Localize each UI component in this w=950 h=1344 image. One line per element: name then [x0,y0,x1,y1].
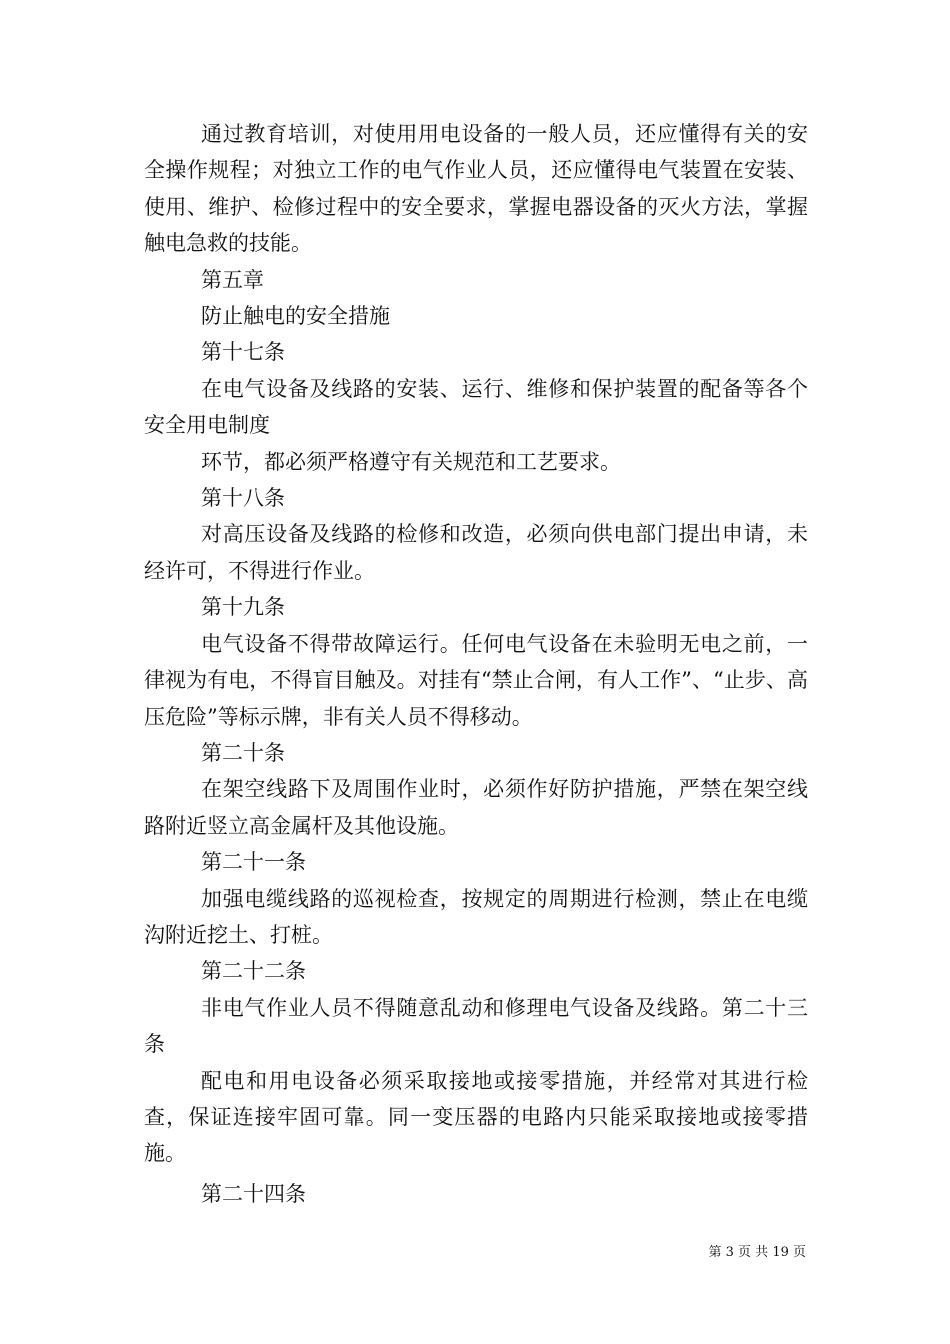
chapter-five-title: 防止触电的安全措施 [201,304,390,329]
page-number: 第 3 页 共 19 页 [708,1245,806,1260]
article-19-heading: 第十九条 [201,595,285,620]
article-21-heading: 第二十一条 [201,850,306,875]
article-20-text: 在架空线路下及周围作业时，必须作好防护措施，严禁在架空线路附近竖立高金属杆及其他设施。 [144,777,808,838]
article-18-text: 对高压设备及线路的检修和改造，必须向供电部门提出申请，未经许可，不得进行作业。 [144,522,808,583]
article-18-heading: 第十八条 [201,486,285,511]
chapter-five-heading: 第五章 [201,267,264,292]
article-17-text-continued: 环节，都必须严格遵守有关规范和工艺要求。 [201,449,621,474]
article-24-heading: 第二十四条 [201,1181,306,1206]
paragraph-training: 通过教育培训，对使用用电设备的一般人员，还应懂得有关的安全操作规程；对独立工作的电气作业人员，还应懂得电气装置在安装、使用、维护、检修过程中的安全要求，掌握电器设备的灭火方法，掌握触电急救的技能。 [144,122,808,256]
article-19-text: 电气设备不得带故障运行。任何电气设备在未验明无电之前，一律视为有电，不得盲目触及。对挂有“禁止合闸，有人工作”、“止步、高压危险”等标示牌，非有关人员不得移动。 [144,631,808,729]
article-21-text: 加强电缆线路的巡视检查，按规定的周期进行检测，禁止在电缆沟附近挖土、打桩。 [144,886,808,947]
article-20-heading: 第二十条 [201,740,285,765]
article-22-text: 非电气作业人员不得随意乱动和修理电气设备及线路。第二十三条 [144,995,808,1057]
article-22-heading: 第二十二条 [201,959,306,984]
document-body [144,116,808,1212]
article-23-text: 配电和用电设备必须采取接地或接零措施，并经常对其进行检查，保证连接牢固可靠。同一变压器的电路内只能采取接地或接零措施。 [144,1068,808,1166]
article-17-text: 在电气设备及线路的安装、运行、维修和保护装置的配备等各个安全用电制度 [144,376,808,438]
article-17-heading: 第十七条 [201,340,285,365]
